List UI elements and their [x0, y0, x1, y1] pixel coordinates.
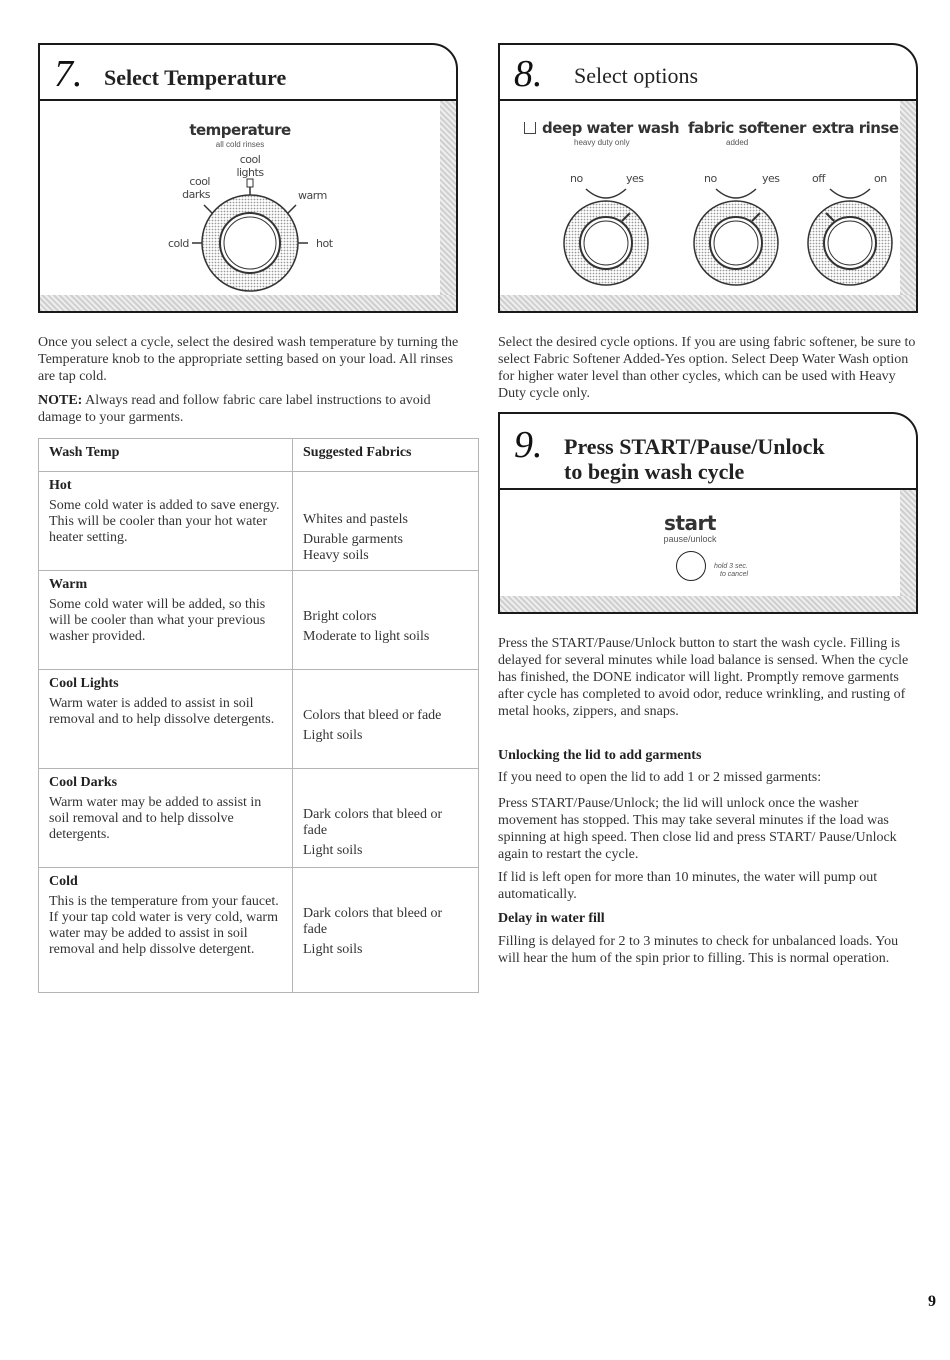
temperature-subheading: all cold rinses	[215, 140, 265, 149]
step9-body: Press the START/Pause/Unlock button to start the wash cycle. Filling is delayed for several minutes while load balance is sensed. When the cycle has finished, the DONE indicator will light. Promptly remove garments after cycle has completed to avoid odor, reduce wrinkling, and rusting of metal hooks, zippers, and snaps.	[498, 636, 909, 719]
start-button-label: start	[664, 511, 716, 535]
step8-body: Select the desired cycle options. If you are using fabric softener, be sure to select Fabric Softener Added-Yes option. Select Deep Water Wash option for higher water level than other cycles, which can be used with Heavy Duty cycle only.	[498, 335, 916, 401]
option-deep-water-wash-label: deep water wash	[542, 119, 680, 137]
unlock-heading: Unlocking the lid to add garments	[498, 748, 702, 763]
temp-label-hot: hot	[316, 237, 333, 250]
page-number: 9	[928, 1293, 936, 1310]
option-knob-right-label: yes	[762, 172, 780, 185]
fabric-item: Whites and pastels	[303, 512, 408, 527]
table-header-row	[39, 439, 479, 472]
step7-note	[38, 392, 463, 426]
water-drop-icon	[524, 122, 536, 134]
step8-header	[500, 45, 916, 101]
fabric-softener-knob[interactable]	[686, 179, 786, 289]
panel-shadow	[500, 295, 916, 311]
option-extra-rinse-label: extra rinse	[812, 119, 899, 137]
step8-number: 8.	[514, 53, 543, 95]
step7-header	[40, 45, 456, 101]
step8-title: Select options	[574, 63, 699, 88]
fabric-item: Durable garments	[303, 532, 403, 547]
start-button[interactable]	[676, 551, 706, 581]
step9-title-line2: to begin wash cycle	[564, 459, 745, 484]
fabric-item: Light soils	[303, 728, 363, 743]
table-row	[39, 670, 479, 769]
option-knob-left-label: off	[812, 172, 825, 185]
row-temp: Cool Lights	[49, 676, 119, 691]
hold-note-line2: to cancel	[720, 571, 749, 578]
panel-shadow	[900, 101, 916, 311]
step9-panel	[498, 412, 918, 614]
fabric-item: Bright colors	[303, 609, 377, 624]
table-row	[39, 769, 479, 868]
step9-header	[500, 414, 916, 490]
temp-label-cool-darks: cool darks	[182, 175, 210, 201]
deep-water-wash-knob[interactable]	[556, 179, 656, 289]
row-temp: Cool Darks	[49, 775, 118, 790]
step7-panel	[38, 43, 458, 313]
hold-note	[714, 563, 748, 579]
option-knob-left-label: no	[704, 172, 717, 185]
temp-label-cold: cold	[168, 237, 189, 250]
option-knob-left-label: no	[570, 172, 583, 185]
option-deep-water-wash-sub: heavy duty only	[574, 138, 630, 147]
step9-title-line1: Press START/Pause/Unlock	[564, 434, 825, 459]
row-desc: This is the temperature from your faucet. If your tap cold water is very cold, warm water may be added to assist in soil removal and help dissolve detergent.	[49, 894, 279, 957]
unlock-paragraph-2: Press START/Pause/Unlock; the lid will unlock once the washer movement has stopped. This may take several minutes if the load was spinning at high speed. Then close lid and press START/ Pause/Unlock again to restart the cycle.	[498, 796, 897, 862]
temperature-knob[interactable]	[190, 165, 310, 295]
wash-temp-table	[38, 438, 479, 993]
panel-shadow	[40, 295, 456, 311]
unlock-paragraph-1: If you need to open the lid to add 1 or 2 missed garments:	[498, 770, 822, 785]
fabric-item: Light soils	[303, 843, 363, 858]
option-fabric-softener-sub: added	[726, 138, 749, 147]
step7-body: Once you select a cycle, select the desired wash temperature by turning the Temperature knob to the appropriate setting based on your load. All rinses are tap cold.	[38, 335, 459, 384]
row-temp: Cold	[49, 874, 78, 889]
panel-shadow	[500, 596, 916, 612]
row-desc: Warm water is added to assist in soil removal and to help dissolve detergents.	[49, 696, 275, 727]
row-temp: Warm	[49, 577, 88, 592]
row-desc: Some cold water will be added, so this will be cooler than what your previous washer provided.	[49, 597, 266, 644]
row-temp: Hot	[49, 478, 72, 493]
delay-heading: Delay in water fill	[498, 911, 605, 926]
panel-shadow	[440, 101, 456, 311]
unlock-paragraph-3: If lid is left open for more than 10 minutes, the water will pump out automatically.	[498, 870, 878, 902]
panel-shadow	[900, 490, 916, 612]
option-fabric-softener-label: fabric softener	[688, 119, 806, 137]
table-row	[39, 571, 479, 670]
temperature-heading: temperature	[189, 121, 291, 139]
step9-number: 9.	[514, 424, 543, 466]
fabric-item: Heavy soils	[303, 548, 369, 563]
fabric-item: Light soils	[303, 942, 363, 957]
table-header-suggested-fabrics: Suggested Fabrics	[293, 439, 479, 472]
fabric-item: Dark colors that bleed or fade	[303, 906, 443, 937]
temp-label-cool-lights: cool lights	[236, 153, 264, 179]
row-desc: Warm water may be added to assist in soil removal and to help dissolve detergents.	[49, 795, 262, 842]
start-button-sub: pause/unlock	[663, 534, 717, 544]
temp-label-warm: warm	[298, 189, 327, 202]
delay-paragraph: Filling is delayed for 2 to 3 minutes to check for unbalanced loads. You will hear the hum of the spin prior to filling. This is normal operation.	[498, 934, 899, 966]
option-knob-right-label: on	[874, 172, 887, 185]
step7-number: 7.	[54, 53, 83, 95]
fabric-item: Dark colors that bleed or fade	[303, 807, 443, 838]
row-desc: Some cold water is added to save energy. This will be cooler than your hot water heater setting.	[49, 498, 280, 545]
note-label: NOTE:	[38, 393, 83, 408]
option-knob-right-label: yes	[626, 172, 644, 185]
extra-rinse-knob[interactable]	[800, 179, 900, 289]
step7-title: Select Temperature	[104, 65, 287, 90]
hold-note-line1: hold 3 sec.	[714, 563, 748, 570]
table-row	[39, 472, 479, 571]
table-header-wash-temp: Wash Temp	[39, 439, 293, 472]
fabric-item: Moderate to light soils	[303, 629, 430, 644]
fabric-item: Colors that bleed or fade	[303, 708, 442, 723]
table-row	[39, 868, 479, 993]
step8-panel	[498, 43, 918, 313]
note-text: Always read and follow fabric care label instructions to avoid damage to your garments.	[38, 393, 431, 425]
